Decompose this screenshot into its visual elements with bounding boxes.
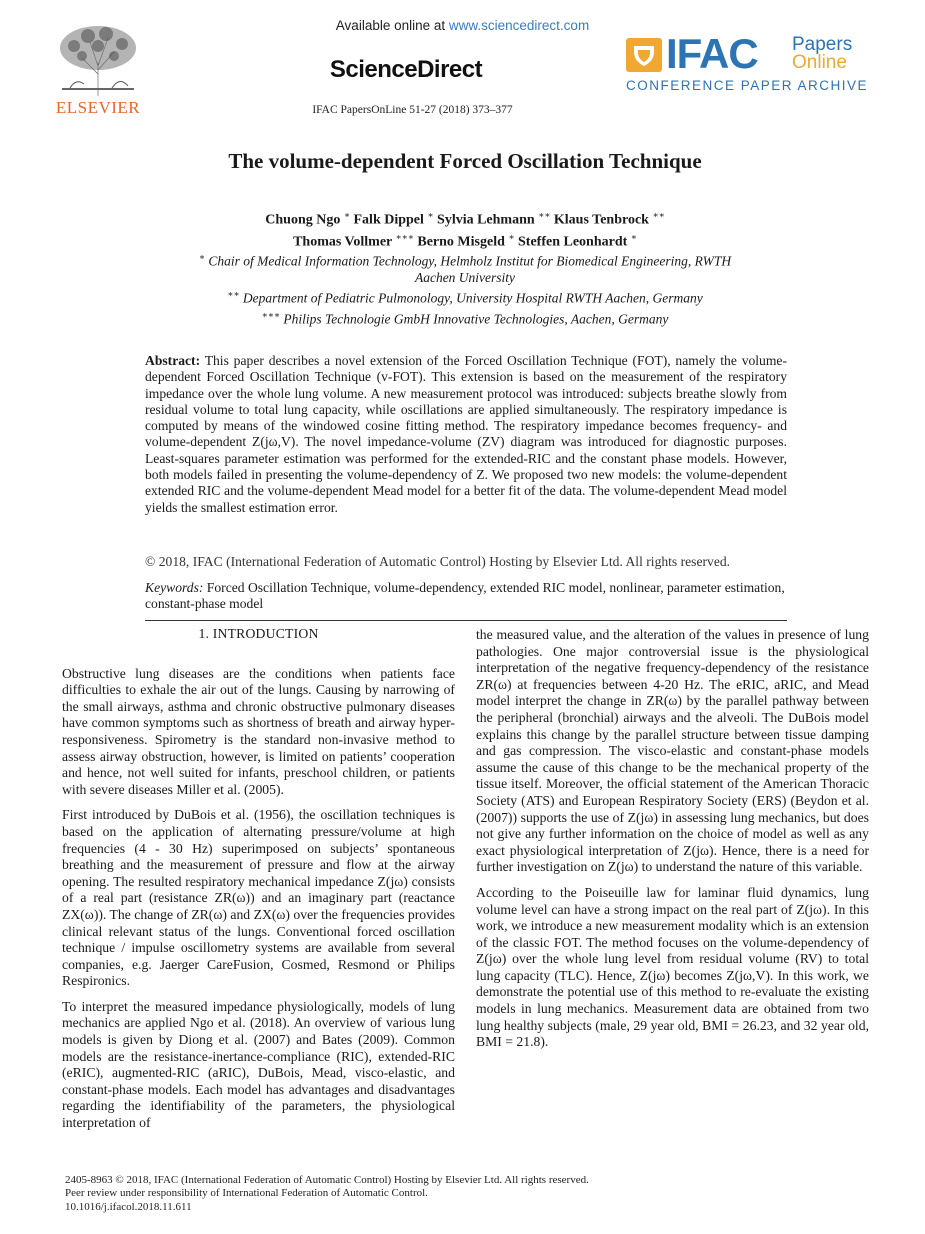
journal-citation: IFAC PapersOnLine 51-27 (2018) 373–377 [312,104,513,116]
affiliation [180,307,750,328]
author-affiliation-mark: ∗∗∗ [395,231,414,242]
available-online-line [0,18,925,33]
author-name: Berno Misgeld [417,234,509,250]
affiliation-mark: ∗∗∗ [261,309,281,320]
footer-doi-line[interactable]: 10.1016/j.ifacol.2018.11.611 [65,1200,192,1213]
affiliation-list [180,249,750,328]
author-name: Falk Dippel [353,212,428,228]
author-name: Sylvia Lehmann [437,212,539,228]
section-heading: 1. INTRODUCTION [198,626,319,641]
author-name: Chuong Ngo [265,212,344,228]
right-column [476,627,869,1060]
author-affiliation-mark: ∗ [508,231,515,242]
author-affiliation-mark: ∗∗ [652,210,665,220]
abstract-divider [145,620,787,621]
abstract-text: This paper describes a novel extension of the Forced Oscillation Technique (FOT), namely the volume-dependent Forced Oscillation Technique (v-FOT). This extension is based on the measurement of the respiratory impedance over the whole lung volume. A new measurement protocol was introduced: subjects breathe slowly from residual volume to total lung capacity, while oscillations are applied simultaneously. The respiratory impedance is computed by means of the windowed cosine fitting method. The respiratory impedance becomes frequency- and volume-dependent Z(jω,V). The novel impedance-volume (ZV) diagram was introduced for diagnostic purposes. Least-squares parameter estimation was performed for the extended-RIC and the constant phase models. However, both models failed in presenting the volume-dependency of Z. We proposed two new models: the volume-dependent extended RIC and the volume-dependent Mead model for a better fit of the data. The volume-dependent Mead model yields the smallest estimation error. [145,353,787,515]
author-list [150,207,780,250]
affiliation [180,286,750,307]
footer-peer-review-line: Peer review under responsibility of International Federation of Automatic Control. [65,1187,428,1200]
paper-title: The volume-dependent Forced Oscillation Technique [228,149,702,173]
ifac-shield-icon [626,38,662,72]
affiliation-mark: ∗∗ [227,289,240,300]
keywords-label: Keywords: [145,580,204,595]
affiliation-text: Department of Pediatric Pulmonology, University Hospital RWTH Aachen, Germany [239,290,703,306]
body-paragraph: To interpret the measured impedance physiologically, models of lung mechanics are applied Ngo et al. (2018). An overview of various lung models is given by Diong et al. (2007) and Bates (2009). Common models are the resistance-inertance-compliance (RIC), extended-RIC (eRIC), augmented-RIC (aRIC), DuBois, Mead, visco-elastic, and constant-phase models. Each model has advantages and disadvantages regarding the identifiability of the parameters, the physiological interpretation of [62,998,455,1131]
author-affiliation-mark: ∗∗ [538,210,551,220]
ifac-papersonline-logo [626,30,874,98]
copyright-notice: © 2018, IFAC (International Federation of Automatic Control) Hosting by Elsevier Ltd. All rights reserved. [145,554,731,569]
affiliation-text: Philips Technologie GmbH Innovative Technologies, Aachen, Germany [280,311,669,327]
elsevier-wordmark: ELSEVIER [55,98,141,117]
sciencedirect-wordmark: ScienceDirect [329,56,483,83]
author-name: Thomas Vollmer [293,234,396,250]
body-paragraph: First introduced by DuBois et al. (1956), the oscillation techniques is based on the application of alternating pressure/volume at high frequencies (4 - 30 Hz) superimposed on subjects’ spontaneous breathing and the measurement of pressure and flow at the airway opening. The resulted respiratory mechanical impedance Z(jω) consists of a real part (resistance ZR(ω)) and an imaginary part (reactance ZX(ω)). The change of ZR(ω) and ZX(ω) over the frequencies provides clinical relevant status of the lungs. Conventional forced oscillation technique / impulse oscillometry systems are available from several companies, e.g. Jaerger CareFusion, Cosmed, Resmond or Philips Respironics. [62,807,455,989]
author-affiliation-mark: ∗ [343,210,350,220]
body-paragraph: Obstructive lung diseases are the conditions when patients face difficulties to exhale the air out of the lungs. Causing by narrowing of the small airways, asthma and chronic obstructive pulmonary diseases have common symptoms such as shortness of breath and airway hyper-responsiveness. Spirometry is the standard non-invasive method to assess airway obstruction, however, is limited on patients’ cooperation and hence, not well suited for infants, preschool children, or patients with severe diseases Miller et al. (2005). [62,665,455,797]
body-paragraph: the measured value, and the alteration of the values in presence of lung pathologies. One major controversial issue is the physiological interpretation of the negative frequency-dependency of the resistance ZR(ω) at frequencies between 4-20 Hz. The eRIC, aRIC, and Mead model interpret the change in ZR(ω) by the parallel pathway between the peripheral (bronchial) airways and the alveoli. The DuBois model explains this change by the parallel structure between tissue damping and gas compression. The visco-elastic and constant-phase models assume the cause of this change to be the mechanical property of the tissue itself. Moreover, the official statement of the American Thoracic Society (ATS) and European Respiratory Society (ERS) (Beydon et al. (2007)) supports the use of Z(jω) in assessing lung mechanics, but does not give any further information on the choice of model as well as any exact physiological interpretation of Z(jω). Hence, there is a need for further investigation on Z(jω) to understand the nature of this variable. [476,627,869,875]
author-affiliation-mark: ∗ [630,231,637,242]
ifac-wordmark: IFAC [666,30,758,77]
ifac-archive-tagline: CONFERENCE PAPER ARCHIVE [626,78,869,93]
author-name: Steffen Leonhardt [518,234,631,250]
sciencedirect-link[interactable]: www.sciencedirect.com [448,18,590,33]
abstract [145,353,787,516]
affiliation-text: Chair of Medical Information Technology, Helmholz Institut for Biomedical Engineering, RWTH Aachen University [205,253,732,285]
author-name: Klaus Tenbrock [553,212,653,228]
affiliation [180,249,750,286]
affiliation-mark: ∗ [198,252,206,262]
footer-issn-line: 2405-8963 © 2018, IFAC (International Federation of Automatic Control) Hosting by Elsevier Ltd. All rights reserved. [65,1174,589,1186]
ifac-papers-word: Papers [792,34,853,55]
abstract-label: Abstract: [145,353,201,368]
keywords [145,580,787,613]
body-paragraph: According to the Poiseuille law for laminar fluid dynamics, lung volume level can have a strong impact on the real part of Z(jω). In this work, we introduce a new measurement modality which is an extension of the classic FOT. The method focuses on the volume-dependency of Z(jω) over the whole lung level from residual volume (RV) to total lung capacity (TLC). Hence, Z(jω) becomes Z(jω,V). In this work, we demonstrate the potential use of this method to re-evaluate the existing models in lung mechanics. Measurement data are obtained from two lung healthy subjects (male, 29 year old, BMI = 26.23, and 32 year old, BMI = 21.8). [476,884,869,1050]
keywords-text: Forced Oscillation Technique, volume-dependency, extended RIC model, nonlinear, parameter estimation, constant-phase model [145,580,785,612]
ifac-online-word: Online [792,52,847,73]
author-line-2 [150,229,780,251]
left-column [62,626,455,1141]
available-online-text: Available online at [335,18,449,33]
author-line-1 [150,207,780,229]
author-affiliation-mark: ∗ [427,210,434,220]
page-footer [65,1174,589,1214]
